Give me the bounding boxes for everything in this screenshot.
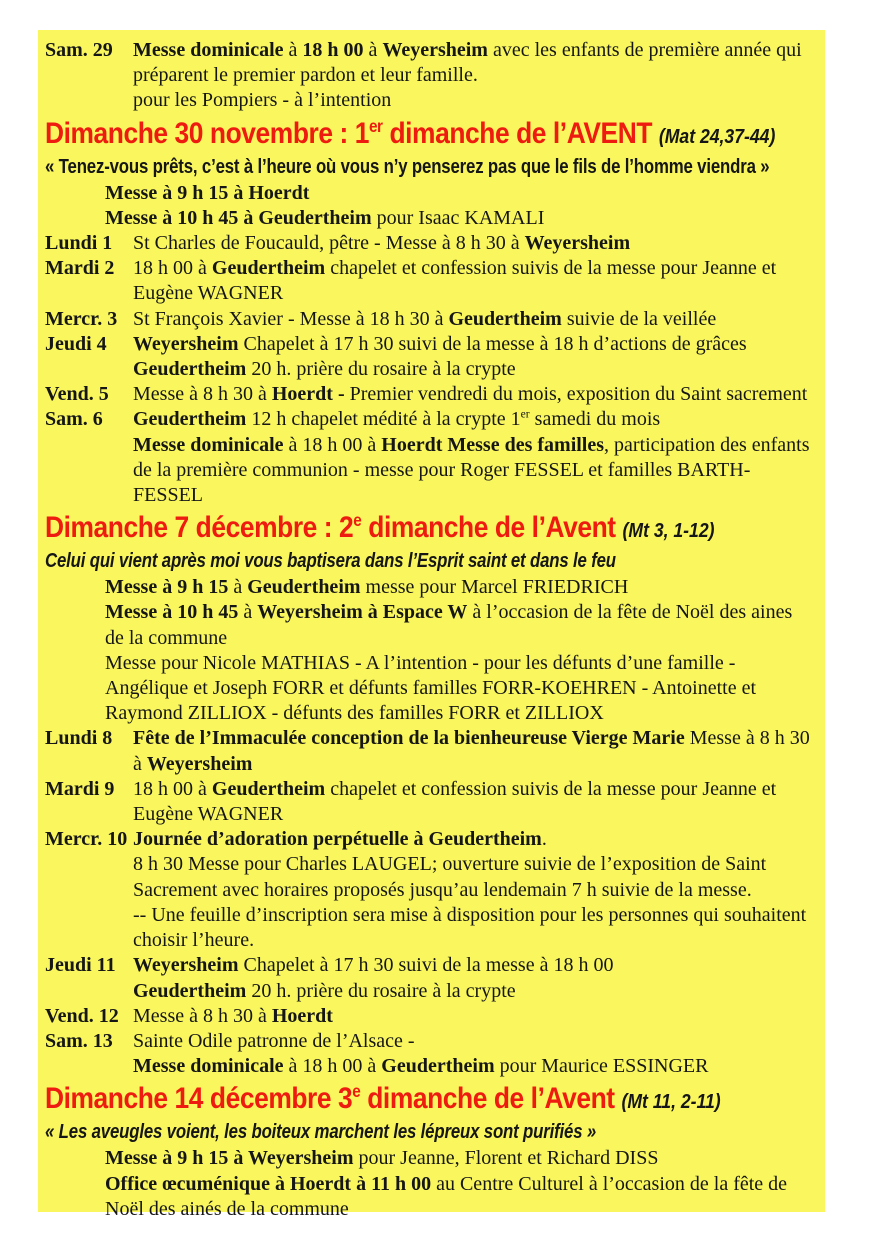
text-segment: St Charles de Foucauld, pêtre - Messe à 8 h 30 à (133, 232, 525, 255)
text-segment: Messe à 8 h 30 à (133, 1004, 272, 1027)
entry-text (133, 1030, 415, 1052)
text-segment: Premier vendredi du mois, exposition du Saint sacrement (344, 383, 808, 406)
entry-day: Lundi 8 (45, 727, 113, 750)
text-segment: 18 h 00 (302, 39, 364, 61)
entry-text (133, 383, 807, 405)
text-segment: Weyersheim (133, 954, 239, 977)
entry-day: Mercr. 3 (45, 307, 118, 330)
gospel-quote-text: « Tenez-vous prêts, c’est à l’heure où vous n’y penserez pas que le fils de l’homme viendra » (45, 155, 770, 178)
entry-text (133, 257, 776, 304)
text-segment: Journée d’adoration perpétuelle à Geudertheim (133, 828, 542, 851)
text-segment: , participation des enfants de la première communion - messe pour Roger FESSEL et familles BARTH-FESSEL (133, 433, 810, 507)
text-segment: 12 h chapelet médité à la crypte 1 (246, 408, 521, 431)
text-segment: 20 h. prière du rosaire à la crypte (246, 979, 516, 1002)
text-segment: à (363, 39, 383, 61)
scripture-ref: (Mt 3, 1-12) (622, 520, 715, 543)
entry-day: Vend. 5 (45, 383, 109, 406)
text-segment: Messe à 10 h 45 à Geudertheim (105, 206, 372, 229)
mass-line (45, 575, 811, 600)
text-segment: Weyersheim (146, 752, 253, 775)
calendar-entry (45, 726, 811, 776)
mass-line (45, 181, 811, 206)
text-segment: Chapelet à 17 h 30 suivi de la messe à 18 h d’actions de grâces (238, 332, 747, 355)
text-segment: 20 h. prière du rosaire à la crypte (246, 358, 516, 381)
text-segment: Hoerdt (271, 1004, 333, 1027)
section-heading (45, 117, 811, 154)
entry-text (133, 333, 747, 355)
bulletin-sheet (38, 30, 825, 1220)
calendar-entry (45, 256, 811, 306)
continuation-line (45, 979, 811, 1004)
text-segment: Fête de l’Immaculée conception de la bienheureuse Vierge Marie (133, 727, 685, 750)
text-segment: Geudertheim (133, 408, 247, 431)
scripture-ref: (Mat 24,37-44) (658, 125, 776, 148)
text-segment: Messe pour Nicole MATHIAS - A l’intention - pour les défunts d’une famille - Angélique et Joseph FORR et défunts familles FORR-KOEHREN - Antoinette et Raymond ZILLIOX - défunts des familles FORR et ZILLIOX (105, 651, 757, 725)
continuation-line (45, 433, 811, 509)
entry-day: Mercr. 10 (45, 828, 128, 851)
entry-text (133, 232, 630, 254)
entry-day: Mardi 9 (45, 777, 115, 800)
mass-line (45, 1146, 811, 1171)
text-segment: Weyersheim (133, 332, 239, 355)
section-heading-text (45, 117, 775, 154)
section-heading-text (45, 1082, 721, 1119)
text-segment: pour Isaac KAMALI (371, 206, 545, 229)
entry-text (133, 778, 776, 825)
entry-day: Sam. 6 (45, 408, 103, 431)
text-segment: à l’occasion de la fête de Noël des aines de la commune (105, 601, 793, 649)
entry-day: Jeudi 4 (45, 332, 107, 355)
calendar-entry (45, 382, 811, 407)
text-segment: à (238, 601, 258, 624)
text-segment: Geudertheim (211, 777, 326, 800)
text-segment: Geudertheim (211, 257, 326, 280)
text-segment: Messe à 10 h 45 (105, 601, 239, 624)
section-heading-text (45, 511, 714, 548)
entry-text (133, 954, 613, 976)
entry-day: Lundi 1 (45, 232, 113, 255)
text-segment: Geudertheim (448, 307, 562, 330)
text-segment: er (520, 407, 530, 421)
text-segment: chapelet et confession suivis de la messe pour Jeanne et Eugène WAGNER (133, 257, 777, 305)
continuation-line (45, 903, 811, 953)
entry-text (133, 1005, 333, 1027)
gospel-quote (45, 154, 811, 181)
heading-ordinal-suffix: er (368, 115, 383, 136)
text-segment: Chapelet à 17 h 30 suivi de la messe à 18 h 00 (238, 954, 614, 977)
text-segment: Messe dominicale (133, 1055, 284, 1078)
heading-rest: dimanche de l’Avent (361, 511, 623, 545)
text-segment: Messe à 8 h 30 à (133, 383, 272, 406)
text-segment: Messe à 9 h 15 à Hoerdt (105, 181, 310, 204)
calendar-rows (45, 38, 811, 1222)
heading-rest: dimanche de l’AVENT (382, 116, 659, 150)
text-segment: à 18 h 00 à (283, 1055, 382, 1078)
text-segment: Messe dominicale (133, 39, 284, 61)
entry-day: Mardi 2 (45, 257, 115, 280)
calendar-entry (45, 332, 811, 357)
text-segment: 8 h 30 Messe pour Charles LAUGEL; ouverture suivie de l’exposition de Saint Sacrement avec horaires proposés jusqu’au lendemain 7 h suivie de la messe. (133, 853, 767, 901)
text-segment: messe pour Marcel FRIEDRICH (360, 576, 629, 599)
text-segment: Office œcuménique à Hoerdt à 11 h 00 (105, 1172, 432, 1195)
text-segment: Geudertheim (381, 1055, 495, 1078)
text-segment: Sainte Odile patronne de l’Alsace - (133, 1029, 415, 1052)
text-segment: . (541, 828, 547, 851)
entry-text (133, 308, 716, 330)
scripture-ref: (Mt 11, 2-11) (621, 1091, 721, 1114)
text-segment: Geudertheim (247, 576, 361, 599)
text-segment: Hoerdt - (271, 383, 345, 406)
gospel-quote-text: Celui qui vient après moi vous baptisera dans l’Esprit saint et dans le feu (45, 550, 616, 573)
entry-text (133, 408, 660, 430)
text-segment: 18 h 00 à (133, 777, 212, 800)
text-segment: pour les Pompiers - à l’intention (133, 89, 392, 112)
heading-rest: dimanche de l’Avent (360, 1082, 622, 1116)
text-segment: pour Jeanne, Florent et Richard DISS (353, 1147, 659, 1170)
mass-line (45, 206, 811, 231)
text-segment: Geudertheim (133, 358, 247, 381)
text-segment: avec les enfants de première année qui préparent le premier pardon et leur famille. (133, 39, 802, 87)
entry-day: Sam. 13 (45, 1029, 113, 1052)
heading-ordinal-suffix: e (352, 1081, 361, 1102)
text-segment: Messe à 8 h 30 à (133, 727, 810, 775)
mass-line (45, 651, 811, 727)
text-segment: Messe dominicale (133, 433, 284, 456)
calendar-entry (45, 307, 811, 332)
entry-day: Vend. 12 (45, 1004, 119, 1027)
text-segment: Weyersheim (382, 39, 488, 61)
mass-line (45, 600, 811, 650)
mass-line (45, 1172, 811, 1222)
gospel-quote (45, 1119, 811, 1146)
text-segment: au Centre Culturel à l’occasion de la fête de Noël des ainés de la commune (105, 1172, 788, 1220)
text-segment: -- Une feuille d’inscription sera mise à disposition pour les personnes qui souhaitent choisir l’heure. (133, 903, 807, 952)
calendar-entry (45, 407, 811, 432)
text-segment: à (283, 39, 303, 61)
text-segment: 18 h 00 à (133, 257, 212, 280)
text-segment: St François Xavier - Messe à 18 h 30 à (133, 307, 449, 330)
calendar-entry (45, 1004, 811, 1029)
heading-main: Dimanche 14 décembre 3 (45, 1082, 353, 1116)
entry-day: Sam. 29 (45, 39, 113, 61)
entry-day: Jeudi 11 (45, 954, 116, 977)
text-segment: Messe à 9 h 15 (105, 576, 229, 599)
section-heading (45, 1082, 811, 1119)
text-segment: Weyersheim à Espace W (257, 601, 468, 624)
entry-text (133, 39, 802, 86)
gospel-quote-text: « Les aveugles voient, les boiteux marchent les lépreux sont purifiés » (45, 1121, 597, 1144)
text-segment: suivie de la veillée (561, 307, 717, 330)
text-segment: Hoerdt Messe des familles (381, 433, 605, 456)
calendar-entry (45, 38, 811, 88)
gospel-quote (45, 548, 811, 575)
calendar-entry (45, 953, 811, 978)
heading-main: Dimanche 7 décembre : 2 (45, 511, 354, 545)
text-segment: Geudertheim (133, 979, 247, 1002)
entry-text (133, 727, 810, 774)
heading-main: Dimanche 30 novembre : 1 (45, 116, 369, 150)
section-heading (45, 511, 811, 548)
text-segment: chapelet et confession suivis de la messe pour Jeanne et Eugène WAGNER (133, 777, 777, 826)
calendar-entry (45, 827, 811, 852)
text-segment: Messe à 9 h 15 à Weyersheim (105, 1147, 354, 1170)
continuation-line (45, 357, 811, 382)
heading-ordinal-suffix: e (353, 510, 362, 531)
continuation-line (45, 88, 811, 113)
text-segment: samedi du mois (529, 408, 661, 431)
text-segment: à (228, 576, 248, 599)
calendar-entry (45, 1029, 811, 1054)
continuation-line (45, 852, 811, 902)
calendar-entry (45, 777, 811, 827)
continuation-line (45, 1054, 811, 1079)
calendar-entry (45, 231, 811, 256)
entry-text (133, 828, 547, 850)
text-segment: à 18 h 00 à (283, 433, 382, 456)
text-segment: Weyersheim (524, 232, 631, 255)
text-segment: pour Maurice ESSINGER (494, 1055, 709, 1078)
